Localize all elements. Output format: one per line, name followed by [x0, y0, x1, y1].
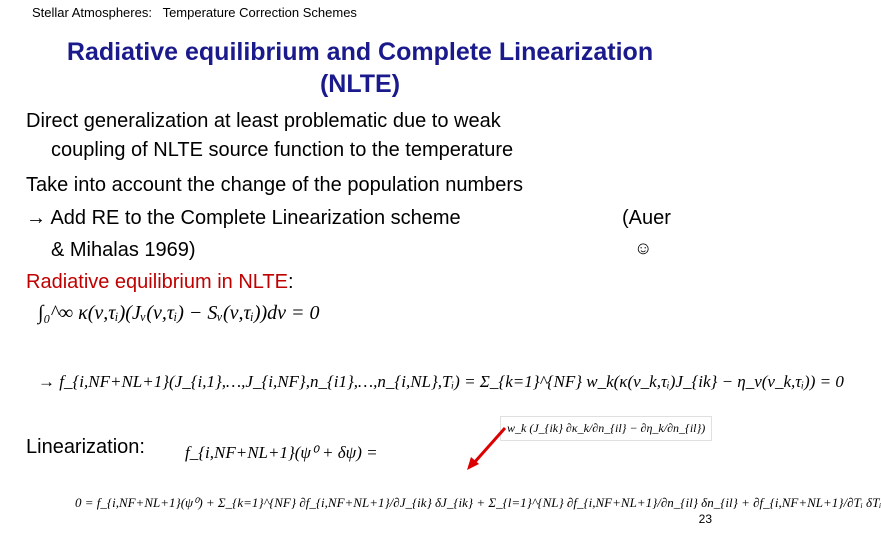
citation-auer: (Auer — [622, 207, 671, 229]
equation-3: f_{i,NF+NL+1}(ψ⁰ + δψ) = — [185, 443, 378, 462]
bullet-3-text: Add RE to the Complete Linearization scheme — [50, 207, 461, 229]
arrow-icon: → — [26, 207, 46, 229]
bullet-4-colon: : — [287, 271, 294, 293]
equation-inset: w_k (J_{ik} ∂κ_k/∂n_{il} − ∂η_k/∂n_{il}) — [500, 416, 712, 441]
slide-number: 23 — [698, 512, 712, 526]
linearization-label: Linearization: — [26, 436, 145, 458]
smiley-icon: ☺ — [634, 238, 653, 258]
header-topic: Temperature Correction Schemes — [162, 5, 357, 20]
bullet-3-line-1 — [26, 206, 461, 230]
title-line-1: Radiative equilibrium and Complete Linearization — [66, 38, 654, 66]
slide-title — [0, 36, 720, 100]
bullet-3-line-2: & Mihalas 1969) — [51, 239, 196, 261]
bullet-4 — [26, 270, 294, 294]
header-course: Stellar Atmospheres: — [32, 5, 152, 20]
equation-4: 0 = f_{i,NF+NL+1}(ψ⁰) + Σ_{k=1}^{NF} ∂f_{i,NF+NL+1}/∂J_{ik} δJ_{ik} + Σ_{l=1}^{NL} ∂f_{i,NF+NL+1}/∂n_{il} δn_{il} + ∂f_{i,NF+NL+1}/∂Tᵢ δTᵢ — [75, 495, 881, 510]
bullet-1-line-2: coupling of NLTE source function to the temperature — [51, 139, 514, 161]
bullet-4-red: Radiative equilibrium in NLTE — [26, 271, 288, 293]
slide-header — [32, 5, 357, 20]
bullet-1-line-1: Direct generalization at least problematic due to weak — [26, 110, 501, 132]
pointer-arrow-icon — [462, 424, 512, 472]
bullet-2: Take into account the change of the population numbers — [26, 174, 524, 196]
equation-2: → f_{i,NF+NL+1}(J_{i,1},…,J_{i,NF},n_{i1},…,n_{i,NL},Tᵢ) = Σ_{k=1}^{NF} w_k(κ(ν_k,τᵢ)J_{ik} − η_ν(ν_k,τᵢ)) = 0 — [38, 372, 844, 391]
equation-1: ∫₀^∞ κ(ν,τᵢ)(Jᵥ(ν,τᵢ) − Sᵥ(ν,τᵢ))dν = 0 — [38, 302, 320, 324]
title-line-2: (NLTE) — [319, 70, 401, 98]
